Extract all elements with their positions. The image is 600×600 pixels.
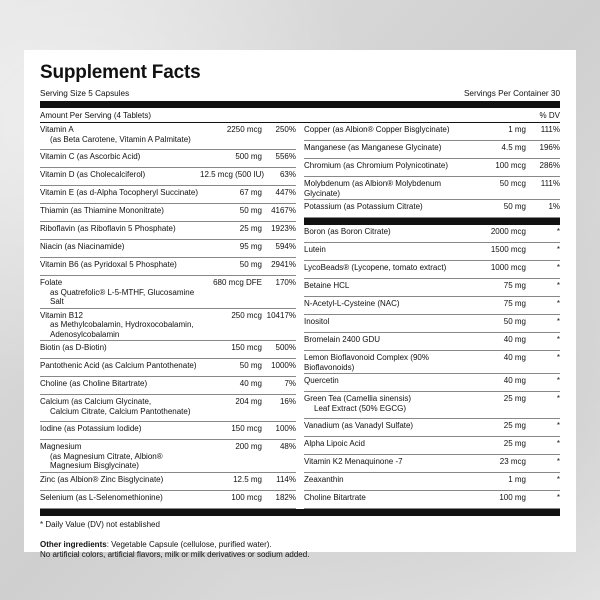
nutrient-dv: *: [556, 376, 560, 385]
nutrient-name: [304, 245, 466, 255]
nutrient-name: [304, 125, 466, 135]
nutrient-name: [40, 206, 200, 216]
nutrient-label: Vanadium (as Vanadyl Sulfate): [304, 421, 414, 430]
nutrient-row: [40, 395, 296, 422]
nutrient-source: (as Magnesium Citrate, Albion® Magnesium Bisglycinate): [50, 451, 163, 470]
nutrient-amount: 1 mg: [508, 125, 526, 134]
nutrient-row: [40, 168, 296, 186]
header-divider: [40, 101, 560, 108]
nutrient-row: [40, 222, 296, 240]
nutrient-row: [40, 150, 296, 168]
nutrient-source: (as Beta Carotene, Vitamin A Palmitate): [50, 134, 191, 144]
nutrient-label: Inositol: [304, 317, 330, 326]
nutrient-name: [304, 457, 466, 467]
nutrient-row: [304, 123, 560, 141]
nutrient-name: [40, 343, 200, 353]
nutrient-amount: 75 mg: [503, 299, 526, 308]
nutrient-label: Quercetin: [304, 376, 339, 385]
nutrient-label: Riboflavin (as Riboflavin 5 Phosphate): [40, 224, 176, 233]
nutrient-dv: *: [556, 457, 560, 466]
nutrient-amount: 1500 mcg: [490, 245, 526, 254]
nutrient-row: [40, 309, 296, 342]
nutrient-amount: 50 mg: [239, 206, 262, 215]
nutrient-label: Calcium (as Calcium Glycinate,: [40, 397, 152, 406]
nutrient-amount: 67 mg: [239, 188, 262, 197]
nutrient-dv: *: [556, 317, 560, 326]
nutrient-label: Vitamin D (as Cholecalciferol): [40, 170, 146, 179]
nutrient-source: as Quatrefolic® L-5-MTHF, Glucosamine Salt: [50, 287, 195, 306]
nutrient-dv: 182%: [275, 492, 296, 502]
nutrient-label: Choline (as Choline Bitartrate): [40, 379, 148, 388]
nutrient-name: [304, 281, 466, 291]
dv-header: % DV: [539, 111, 560, 120]
nutrient-amount: 12.5 mg: [233, 474, 262, 484]
nutrient-amount: 100 mg: [499, 493, 526, 502]
nutrient-dv: 63%: [279, 170, 296, 179]
nutrient-row: [40, 422, 296, 440]
nutrient-dv: 48%: [279, 442, 296, 451]
nutrient-amount: 100 mcg: [231, 492, 262, 502]
nutrient-dv: *: [556, 227, 560, 236]
right-bottom-group: [304, 225, 560, 509]
nutrient-dv: 10417%: [266, 310, 296, 320]
nutrient-name: [304, 161, 466, 171]
nutrient-amount: 50 mg: [239, 260, 262, 269]
nutrient-dv: 111%: [540, 125, 560, 134]
nutrient-amount: 25 mg: [239, 224, 262, 233]
nutrient-name: [304, 376, 466, 386]
nutrient-amount: 204 mg: [235, 397, 262, 406]
nutrient-name: [304, 335, 466, 345]
nutrient-row: [304, 491, 560, 509]
nutrient-source: as Methylcobalamin, Hydroxocobalamin, Adenosylcobalamin: [50, 320, 194, 339]
nutrient-name: [40, 242, 200, 252]
nutrient-name: [40, 379, 200, 389]
nutrient-name: [304, 394, 466, 413]
nutrient-label: Molybdenum (as Albion® Molybdenum Glycinate): [304, 179, 442, 198]
nutrient-label: Lemon Bioflavonoid Complex (90% Bioflavonoids): [304, 353, 429, 372]
nutrient-dv: 100%: [275, 424, 296, 433]
nutrient-row: [40, 276, 296, 309]
nutrient-dv: 114%: [276, 474, 296, 484]
supplement-facts-panel: [24, 50, 576, 559]
nutrient-row: [40, 473, 296, 491]
nutrient-amount: 40 mg: [503, 353, 526, 362]
nutrient-name: [304, 421, 466, 431]
nutrient-label: Vitamin C (as Ascorbic Acid): [40, 152, 141, 161]
nutrient-amount: 680 mcg DFE: [213, 278, 262, 287]
nutrient-name: [304, 353, 466, 372]
nutrient-label: Biotin (as D-Biotin): [40, 343, 107, 352]
nutrient-amount: 250 mcg: [231, 310, 262, 320]
nutrient-row: [40, 341, 296, 359]
nutrient-label: Zinc (as Albion® Zinc Bisglycinate): [40, 474, 164, 484]
nutrient-label: Manganese (as Manganese Glycinate): [304, 143, 442, 152]
nutrient-dv: *: [556, 353, 560, 362]
nutrient-name: [304, 439, 466, 449]
nutrient-name: [40, 361, 200, 371]
nutrient-name: [304, 227, 466, 237]
nutrient-name: [40, 152, 200, 162]
nutrient-dv: *: [556, 245, 560, 254]
nutrient-amount: 500 mg: [235, 152, 262, 161]
nutrient-amount: 100 mcg: [495, 161, 526, 170]
nutrient-row: [304, 177, 560, 200]
nutrient-dv: 447%: [275, 188, 296, 197]
nutrient-amount: 50 mcg: [499, 179, 526, 188]
panel-title: Supplement Facts: [40, 62, 201, 83]
nutrient-amount: 40 mg: [503, 376, 526, 385]
nutrient-name: [304, 475, 466, 485]
nutrient-dv: *: [556, 299, 560, 308]
nutrient-row: [40, 186, 296, 204]
serving-size: Serving Size 5 Capsules: [40, 89, 130, 98]
amount-header: [40, 108, 560, 123]
nutrient-row: [40, 491, 296, 509]
nutrient-row: [40, 123, 296, 150]
nutrient-name: [40, 125, 200, 144]
nutrient-label: Green Tea (Camellia sinensis): [304, 394, 412, 403]
nutrient-name: [304, 202, 466, 212]
nutrient-row: [40, 258, 296, 276]
nutrient-label: Magnesium: [40, 442, 82, 451]
nutrient-label: Selenium (as L-Selenomethionine): [40, 492, 163, 502]
nutrient-dv: *: [556, 394, 560, 403]
nutrient-row: [40, 204, 296, 222]
nutrient-amount: 2000 mcg: [490, 227, 526, 236]
nutrient-name: [40, 170, 200, 180]
bottom-divider: [40, 509, 560, 516]
nutrient-amount: 25 mg: [503, 421, 526, 430]
nutrient-dv: 1%: [548, 202, 560, 211]
nutrient-dv: 170%: [275, 278, 296, 287]
disclaimer: No artificial colors, artificial flavors, milk or milk derivatives or sodium added.: [40, 550, 310, 559]
nutrient-name: [40, 260, 200, 270]
nutrient-name: [304, 317, 466, 327]
nutrient-row: [304, 141, 560, 159]
nutrient-row: [304, 333, 560, 351]
nutrient-label: Choline Bitartrate: [304, 493, 366, 502]
nutrient-amount: 25 mg: [503, 394, 526, 403]
right-column: [304, 123, 560, 509]
nutrient-label: Vitamin E (as d-Alpha Tocopheryl Succinate): [40, 188, 199, 197]
nutrient-amount: 12.5 mcg (500 IU): [200, 170, 265, 179]
nutrient-row: [304, 473, 560, 491]
nutrient-amount: 2250 mcg: [226, 125, 262, 134]
nutrient-name: [304, 493, 466, 503]
nutrient-dv: 500%: [275, 343, 296, 352]
nutrient-dv: 250%: [275, 125, 296, 134]
nutrient-amount: 1 mg: [508, 475, 526, 484]
nutrient-dv: *: [556, 281, 560, 290]
nutrient-dv: 286%: [539, 161, 560, 170]
nutrient-dv: 1923%: [271, 224, 296, 233]
nutrient-name: [304, 179, 466, 198]
nutrient-label: Lutein: [304, 245, 326, 254]
nutrient-amount: 200 mg: [235, 442, 262, 451]
nutrient-row: [40, 240, 296, 258]
nutrient-row: [304, 437, 560, 455]
nutrient-name: [40, 442, 200, 471]
nutrient-amount: 25 mg: [503, 439, 526, 448]
nutrient-row: [304, 225, 560, 243]
nutrient-label: Thiamin (as Thiamine Mononitrate): [40, 206, 164, 215]
nutrient-label: Alpha Lipoic Acid: [304, 439, 365, 448]
nutrient-label: Folate: [40, 278, 63, 287]
nutrient-row: [304, 392, 560, 419]
nutrient-row: [40, 377, 296, 395]
nutrient-source: Calcium Citrate, Calcium Pantothenate): [50, 406, 191, 416]
other-ingredients-label: Other ingredients: [40, 540, 107, 549]
nutrient-amount: 40 mg: [239, 379, 262, 388]
nutrient-name: [40, 397, 200, 416]
nutrient-dv: 556%: [275, 152, 296, 161]
nutrient-row: [304, 419, 560, 437]
nutrient-columns: [40, 123, 560, 509]
nutrient-dv: 594%: [275, 242, 296, 251]
nutrient-row: [304, 261, 560, 279]
nutrient-name: [304, 263, 466, 273]
nutrient-amount: 75 mg: [503, 281, 526, 290]
nutrient-row: [40, 359, 296, 377]
nutrient-source: Leaf Extract (50% EGCG): [314, 403, 407, 413]
nutrient-name: [40, 475, 200, 485]
nutrient-dv: *: [556, 439, 560, 448]
nutrient-name: [40, 493, 200, 503]
right-top-group: [304, 123, 560, 218]
nutrient-row: [304, 455, 560, 473]
nutrient-amount: 4.5 mg: [501, 143, 526, 152]
nutrient-dv: 7%: [284, 379, 296, 388]
nutrient-label: Niacin (as Niacinamide): [40, 242, 125, 251]
nutrient-label: Betaine HCL: [304, 281, 350, 290]
nutrient-label: Vitamin K2 Menaquinone -7: [304, 457, 403, 466]
nutrient-name: [304, 299, 466, 309]
nutrient-row: [40, 440, 296, 473]
nutrient-dv: *: [556, 475, 560, 484]
nutrient-dv: *: [556, 263, 560, 272]
nutrient-label: Chromium (as Chromium Polynicotinate): [304, 161, 449, 170]
nutrient-amount: 50 mg: [239, 361, 262, 370]
nutrient-label: Iodine (as Potassium Iodide): [40, 424, 142, 433]
nutrient-name: [40, 188, 200, 198]
nutrient-name: [40, 424, 200, 434]
nutrient-row: [304, 243, 560, 261]
nutrient-amount: 95 mg: [239, 242, 262, 251]
other-ingredients: [40, 540, 560, 560]
nutrient-row: [304, 279, 560, 297]
nutrient-name: [40, 311, 200, 340]
nutrient-label: Copper (as Albion® Copper Bisglycinate): [304, 125, 450, 134]
nutrient-row: [304, 159, 560, 177]
nutrient-label: Boron (as Boron Citrate): [304, 227, 391, 236]
dv-footnote: * Daily Value (DV) not established: [40, 520, 160, 529]
nutrient-label: Zeaxanthin: [304, 475, 344, 484]
nutrient-label: Vitamin B12: [40, 310, 83, 320]
nutrient-amount: 23 mcg: [499, 457, 526, 466]
amount-per-serving: Amount Per Serving (4 Tablets): [40, 111, 152, 120]
nutrient-dv: *: [556, 335, 560, 344]
nutrient-amount: 150 mcg: [231, 424, 262, 433]
nutrient-dv: *: [556, 421, 560, 430]
nutrient-dv: 1000%: [271, 361, 296, 370]
nutrient-amount: 50 mg: [503, 317, 526, 326]
nutrient-dv: 4167%: [271, 206, 296, 215]
nutrient-label: N-Acetyl-L-Cysteine (NAC): [304, 299, 400, 308]
serving-info: [40, 89, 560, 99]
nutrient-name: [40, 224, 200, 234]
nutrient-label: LycoBeads® (Lycopene, tomato extract): [304, 263, 447, 272]
nutrient-label: Potassium (as Potassium Citrate): [304, 202, 423, 211]
nutrient-amount: 150 mcg: [231, 343, 262, 352]
nutrient-dv: 196%: [539, 143, 560, 152]
servings-per-container: Servings Per Container 30: [463, 89, 560, 98]
nutrient-row: [304, 200, 560, 218]
nutrient-label: Vitamin A: [40, 125, 74, 134]
nutrient-label: Bromelain 2400 GDU: [304, 335, 381, 344]
nutrient-row: [304, 297, 560, 315]
nutrient-label: Pantothenic Acid (as Calcium Pantothenate): [40, 361, 197, 370]
nutrient-dv: 111%: [540, 179, 560, 188]
nutrient-dv: 16%: [279, 397, 296, 406]
nutrient-row: [304, 351, 560, 374]
nutrient-label: Vitamin B6 (as Pyridoxal 5 Phosphate): [40, 260, 177, 269]
nutrient-name: [304, 143, 466, 153]
left-column: [40, 123, 296, 509]
nutrient-amount: 1000 mcg: [490, 263, 526, 272]
nutrient-dv: 2941%: [271, 260, 296, 269]
nutrient-amount: 40 mg: [503, 335, 526, 344]
right-divider: [304, 218, 560, 225]
nutrient-amount: 50 mg: [503, 202, 526, 211]
nutrient-name: [40, 278, 200, 307]
nutrient-row: [304, 315, 560, 333]
nutrient-row: [304, 374, 560, 392]
nutrient-dv: *: [556, 493, 560, 502]
other-ingredients-text: : Vegetable Capsule (cellulose, purified water).: [106, 540, 272, 549]
